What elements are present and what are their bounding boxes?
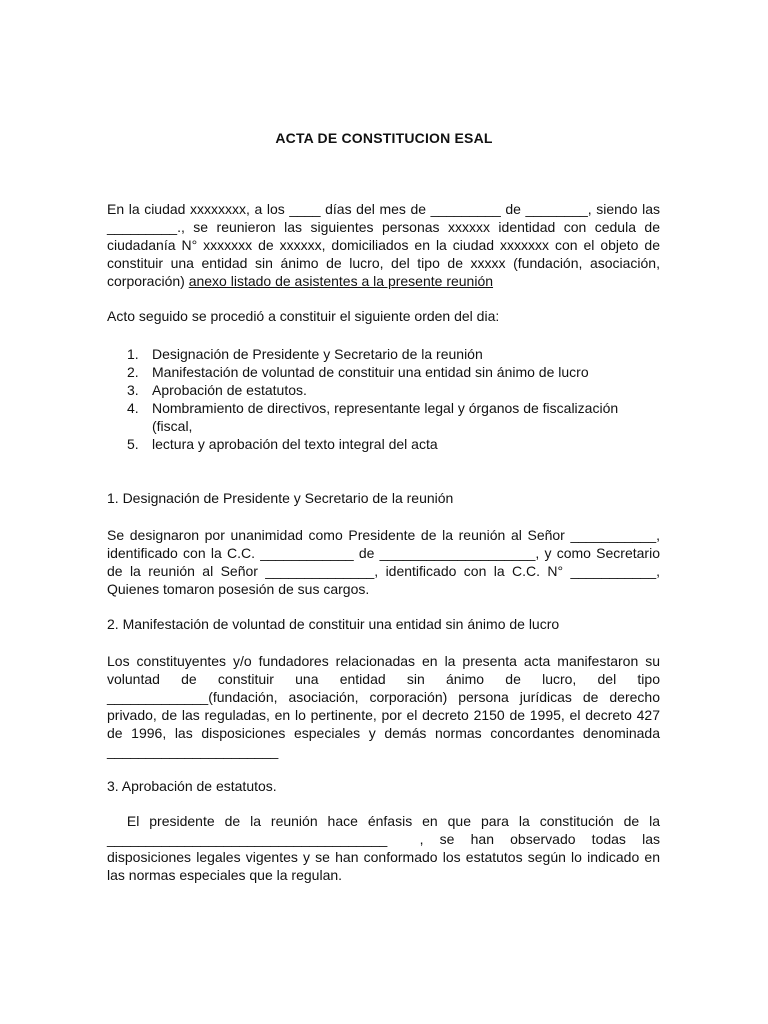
attendees-annex-note: anexo listado de asistentes a la presente reunión	[188, 273, 494, 289]
order-intro: Acto seguido se procedió a constituir el siguiente orden del dia:	[107, 308, 500, 324]
agenda-item-text: Designación de Presidente y Secretario de la reunión	[152, 346, 483, 362]
agenda-item-number: 1.	[127, 346, 139, 362]
section-2-heading: 2. Manifestación de voluntad de constituir una entidad sin ánimo de lucro	[107, 616, 560, 632]
agenda-item-text: Manifestación de voluntad de constituir una entidad sin ánimo de lucro	[152, 364, 589, 380]
section-3-heading: 3. Aprobación de estatutos.	[107, 778, 277, 794]
agenda-item	[107, 399, 660, 435]
agenda-item-number: 3.	[127, 382, 139, 398]
agenda-item-number: 5.	[127, 436, 139, 452]
section-3-body: El presidente de la reunión hace énfasis en que para la constitución de la ____________________________________ , se han observado todas las disposiciones legales vigentes y se han conformado los estatutos según lo indicado en las normas especiales que la regulan.	[107, 813, 664, 883]
agenda-item-number: 4.	[127, 400, 139, 416]
agenda-item	[107, 363, 660, 381]
agenda-item-text: lectura y aprobación del texto integral del acta	[152, 436, 438, 452]
agenda-item	[107, 381, 660, 399]
section-1-heading: 1. Designación de Presidente y Secretario de la reunión	[107, 490, 454, 506]
section-1-body: Se designaron por unanimidad como Presidente de la reunión al Señor ___________, identificado con la C.C. ____________ de ____________________, y como Secretario de la reunión al Señor ______________, identificado con la C.C. N° ___________, Quienes tomaron posesión de sus cargos.	[107, 527, 660, 597]
agenda-list	[107, 345, 660, 453]
document-body	[107, 200, 664, 884]
agenda-item-number: 2.	[127, 364, 139, 380]
intro-paragraph	[107, 200, 660, 290]
agenda-item	[107, 345, 660, 363]
agenda-item	[107, 435, 660, 453]
intro-text: En la ciudad xxxxxxxx, a los ____ días del mes de _________ de ________, siendo las _________., se reunieron las siguientes personas xxxxxx identidad con cedula de ciudadanía N° xxxxxxx de xxxxxx, domiciliados en la ciudad xxxxxxx con el objeto de constituir una entidad sin ánimo de lucro, del tipo de xxxxx (fundación, asociación, corporación)	[107, 201, 660, 289]
agenda-item-text: Aprobación de estatutos.	[152, 382, 307, 398]
document-title: ACTA DE CONSTITUCION ESAL	[275, 130, 493, 146]
agenda-item-text: Nombramiento de directivos, representante legal y órganos de fiscalización (fiscal,	[152, 400, 619, 434]
section-2-body: Los constituyentes y/o fundadores relacionadas en la presenta acta manifestaron su voluntad de constituir una entidad sin ánimo de lucro, del tipo _____________(fundación, asociación, corporación) persona jurídicas de derecho privado, de las reguladas, en lo pertinente, por el decreto 2150 de 1995, el decreto 427 de 1996, las disposiciones especiales y demás normas concordantes denominada ______________________	[107, 653, 660, 759]
